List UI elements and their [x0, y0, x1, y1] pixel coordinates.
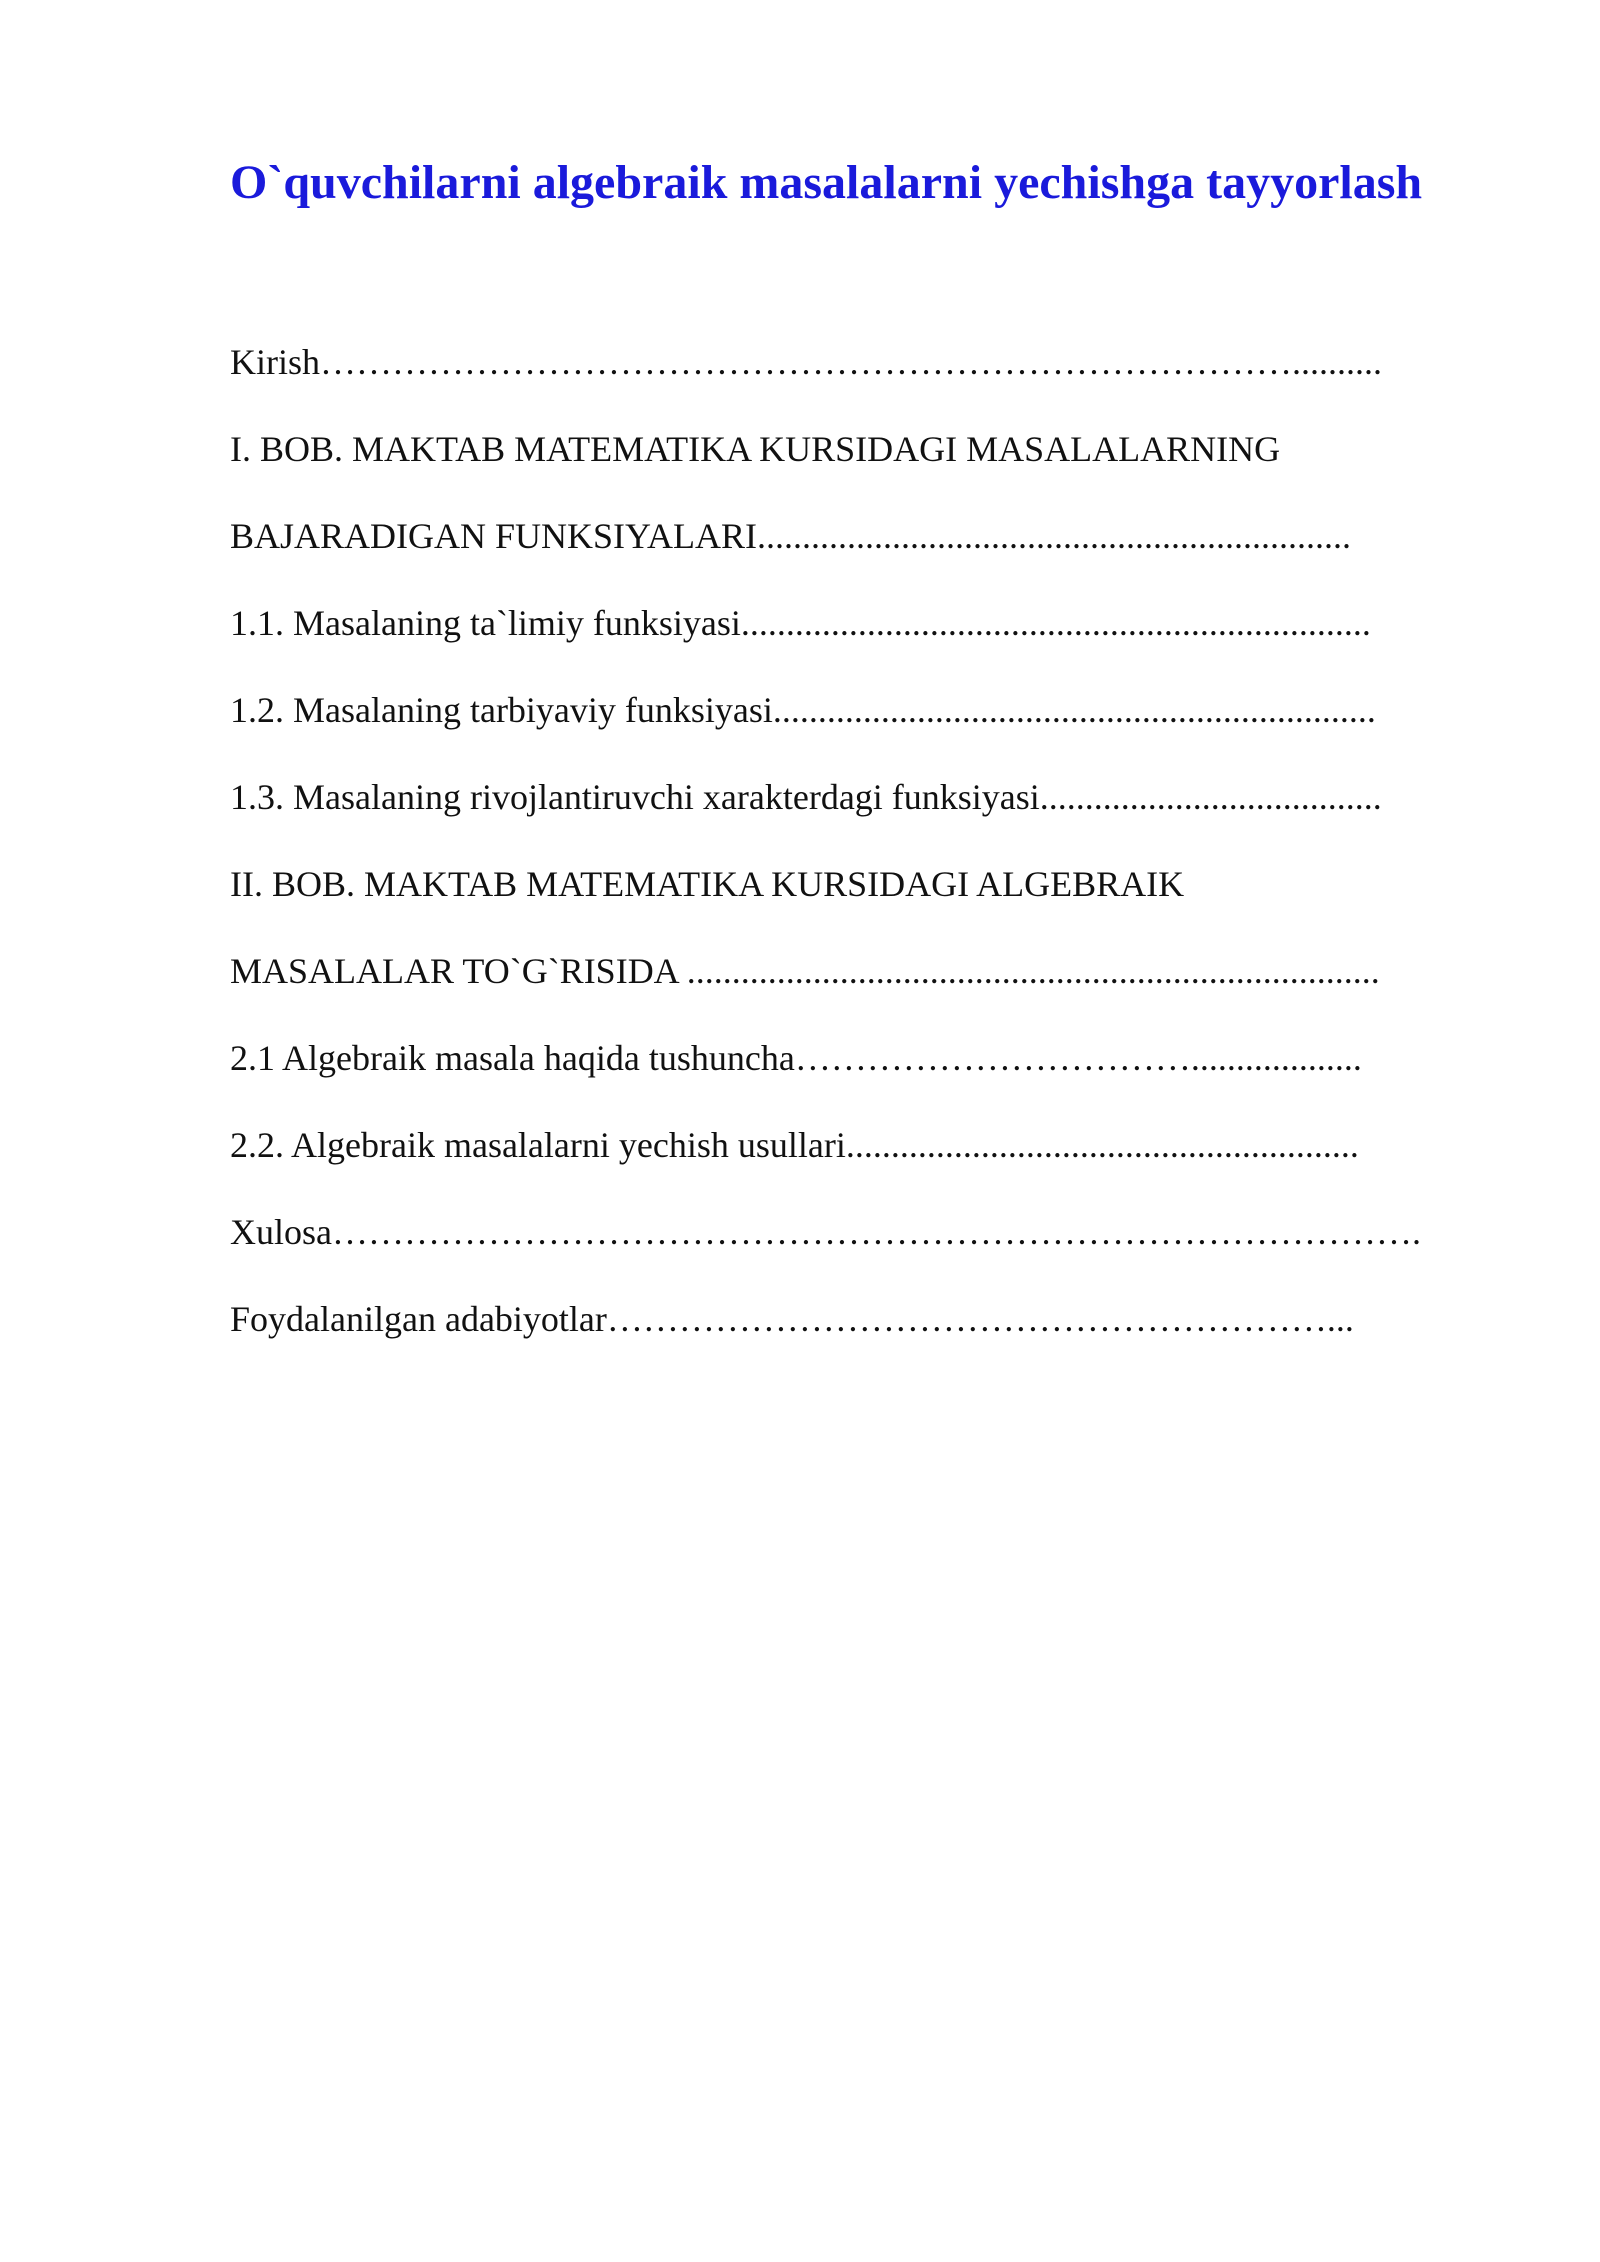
toc-entry-chapter-2-line-2: MASALALAR TO`G`RISIDA .............................................................................	[230, 951, 1380, 991]
toc-entry-xulosa: Xulosa……………………………………………………………………………….	[230, 1212, 1421, 1252]
document-title: O`quvchilarni algebraik masalalarni yechishga tayyorlash	[230, 156, 1423, 209]
toc-entry-kirish: Kirish………………………………………………………………………..........	[230, 342, 1382, 382]
toc-entry-section-1-1: 1.1. Masalaning ta`limiy funksiyasi......................................................................	[230, 603, 1371, 643]
toc-entry-chapter-1-line-2: BAJARADIGAN FUNKSIYALARI..................................................................	[230, 516, 1352, 556]
toc-entry-section-1-2: 1.2. Masalaning tarbiyaviy funksiyasi...................................................................	[230, 690, 1376, 730]
table-of-contents	[230, 332, 1460, 1376]
toc-entry-references: Foydalanilgan adabiyotlar……………………………………………………...	[230, 1299, 1354, 1339]
toc-entry-section-2-1: 2.1 Algebraik masala haqida tushuncha……………………………...................	[230, 1038, 1362, 1078]
toc-entry-chapter-1-line-1: I. BOB. MAKTAB MATEMATIKA KURSIDAGI MASALALARNING	[230, 429, 1281, 469]
toc-entry-chapter-2-line-1: II. BOB. MAKTAB MATEMATIKA KURSIDAGI ALGEBRAIK	[230, 864, 1185, 904]
toc-entry-section-2-2: 2.2. Algebraik masalalarni yechish usullari.........................................................	[230, 1125, 1359, 1165]
toc-entry-section-1-3: 1.3. Masalaning rivojlantiruvchi xarakterdagi funksiyasi......................................	[230, 777, 1382, 817]
